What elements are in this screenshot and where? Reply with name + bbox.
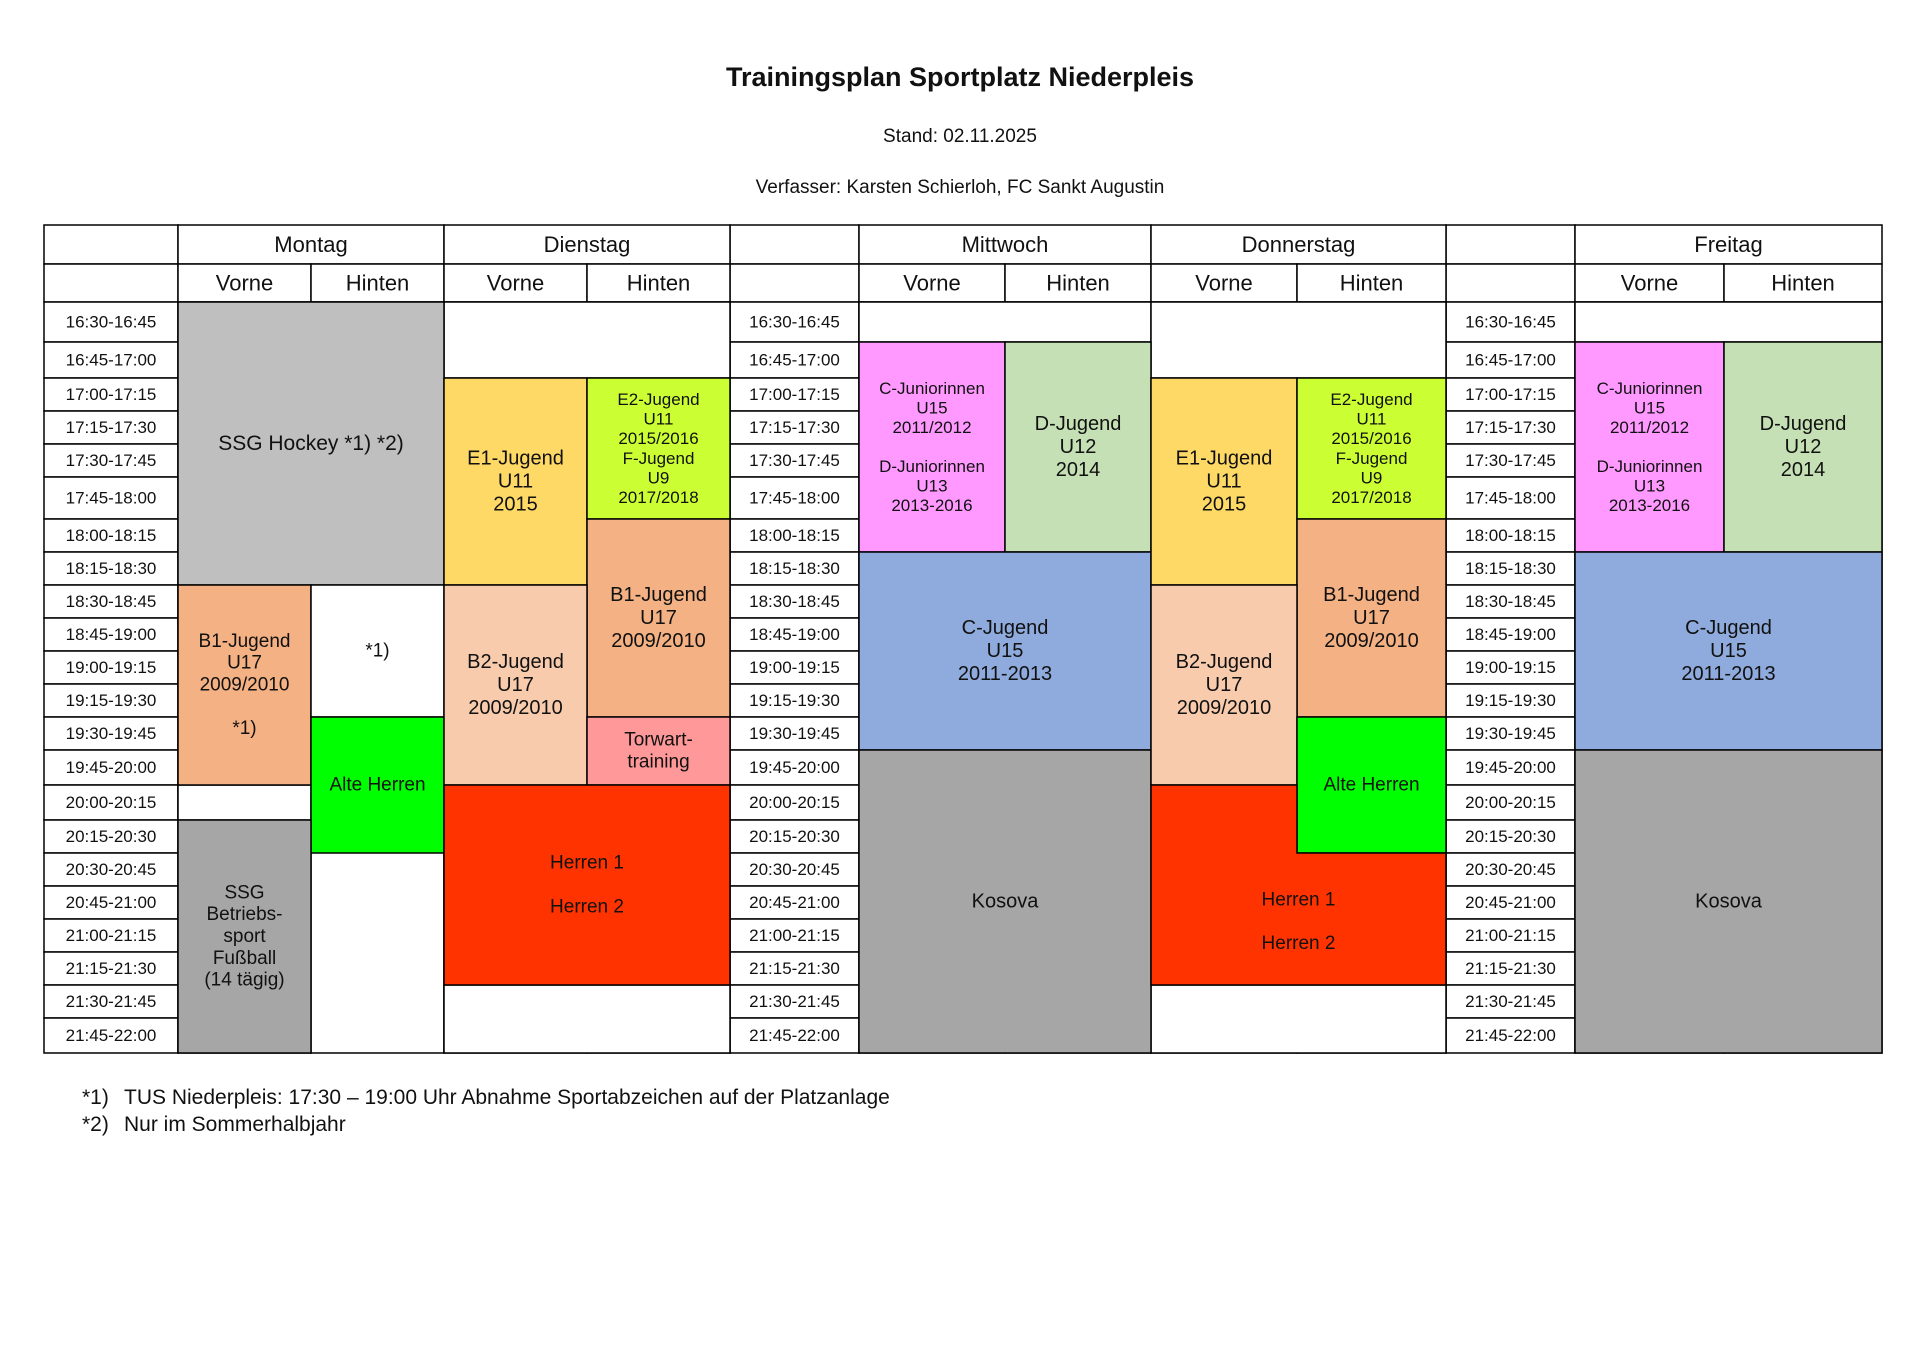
empty-slot-area [1151, 985, 1446, 1053]
training-block-label: Torwart- [624, 729, 693, 751]
time-slot-label: 19:45-20:00 [749, 758, 840, 777]
training-block-label: U15 [986, 640, 1024, 662]
day-header-mittwoch: Mittwoch [961, 232, 1049, 257]
time-slot-label: 18:30-18:45 [1465, 592, 1556, 611]
time-slot-label: 20:45-21:00 [749, 893, 840, 912]
training-block [859, 342, 1005, 552]
time-slot-label: 20:00-20:15 [65, 793, 157, 812]
time-slot-label: 18:15-18:30 [65, 559, 157, 578]
training-block-label: C-Jugend [961, 617, 1049, 639]
training-block-label: U15 [916, 398, 948, 418]
day-header-montag: Montag [274, 232, 348, 257]
footnote-2 [82, 1113, 346, 1137]
time-slot-label: 19:00-19:15 [1465, 658, 1556, 677]
field-front-label: Vorne [486, 270, 545, 296]
time-slot-label: 21:30-21:45 [1465, 992, 1556, 1011]
day-header-freitag: Freitag [1694, 232, 1763, 257]
training-block-label: 2011/2012 [892, 417, 972, 437]
field-front-label: Vorne [1195, 270, 1253, 296]
time-slot-label: 17:45-18:00 [65, 488, 157, 508]
field-back-label: Hinten [1046, 270, 1110, 296]
header-blank-cell [730, 264, 859, 302]
training-block-label: 2011-2013 [1681, 663, 1776, 685]
training-block-label: Herren 1 [550, 852, 624, 874]
time-slot-label: 18:00-18:15 [65, 526, 157, 545]
training-block-label: SSG Hockey *1) *2) [218, 432, 404, 455]
time-slot-label: 21:00-21:15 [1465, 926, 1556, 945]
time-slot-label: 18:45-19:00 [749, 625, 840, 644]
training-block-label: C-Juniorinnen [879, 378, 985, 398]
training-block-label: D-Jugend [1759, 413, 1847, 435]
training-block-label: Fußball [212, 947, 277, 969]
training-block-label: E1-Jugend [1175, 447, 1273, 470]
time-slot-label: 20:45-21:00 [1465, 893, 1556, 912]
training-block-label: B1-Jugend [198, 630, 291, 652]
training-block-label: 2009/2010 [199, 674, 290, 696]
time-slot-label: 20:00-20:15 [749, 793, 840, 812]
training-block-label: 2013-2016 [891, 496, 973, 516]
time-slot-label: 19:15-19:30 [65, 691, 157, 710]
training-block-label: 2017/2018 [618, 487, 699, 507]
training-block-label: U11 [1206, 470, 1242, 493]
training-block-label: D-Juniorinnen [879, 457, 985, 477]
empty-slot-area [1151, 302, 1446, 378]
header-blank-cell [44, 264, 178, 302]
training-block-label: U17 [1205, 674, 1243, 696]
time-slot-label: 19:00-19:15 [749, 658, 840, 677]
training-block-label: U9 [1360, 468, 1383, 488]
training-block-label: 2015 [1201, 493, 1247, 516]
training-block-label: 2009/2010 [1176, 697, 1272, 719]
time-slot-label: 19:45-20:00 [65, 758, 157, 777]
training-block-label: U11 [643, 409, 674, 429]
field-front-label: Vorne [215, 270, 274, 296]
training-block-label: D-Juniorinnen [1596, 457, 1703, 477]
time-slot-label: 21:30-21:45 [749, 992, 840, 1011]
training-block-label: U15 [1710, 640, 1747, 662]
training-block-label: (14 tägig) [204, 969, 285, 991]
training-block-label: 2015 [493, 493, 538, 516]
time-slot-label: 20:30-20:45 [1465, 860, 1556, 879]
time-slot-label: 20:30-20:45 [65, 860, 157, 879]
training-block-label: sport [223, 926, 266, 947]
training-block-label: U13 [1633, 476, 1666, 496]
training-block-label: B1-Jugend [610, 584, 707, 606]
training-block-label: Kosova [1695, 890, 1762, 913]
time-slot-label: 16:30-16:45 [749, 312, 840, 332]
time-slot-label: 17:45-18:00 [1465, 488, 1556, 508]
training-block-label: 2009/2010 [1324, 630, 1419, 652]
training-block-label: U15 [1633, 398, 1666, 418]
training-block-label: 2014 [1780, 459, 1826, 481]
training-block-label: F-Jugend [1335, 448, 1408, 468]
training-block-label: training [627, 751, 690, 773]
field-front-label: Vorne [903, 270, 961, 296]
time-slot-label: 17:15-17:30 [749, 418, 840, 437]
time-slot-label: 18:45-19:00 [65, 625, 157, 644]
day-header-donnerstag: Donnerstag [1241, 232, 1356, 257]
stand-date: Stand: 02.11.2025 [883, 126, 1037, 147]
training-block-label: 2014 [1055, 459, 1101, 481]
time-slot-label: 21:00-21:15 [65, 926, 157, 945]
training-block-label: Betriebs- [206, 904, 283, 926]
time-slot-label: 17:00-17:15 [749, 385, 840, 404]
time-slot-label: 18:15-18:30 [1465, 559, 1556, 578]
training-block-label: *1) [365, 640, 390, 662]
time-slot-label: 19:00-19:15 [65, 658, 157, 677]
training-block-label: Alte Herren [329, 774, 426, 796]
training-block-label: 2009/2010 [611, 630, 706, 652]
time-slot-label: 20:45-21:00 [65, 893, 157, 912]
training-block-label: F-Jugend [622, 448, 695, 468]
training-block-label: U17 [227, 652, 262, 674]
training-block-label: C-Juniorinnen [1596, 378, 1703, 398]
header-blank-cell [1446, 225, 1575, 264]
time-slot-label: 19:30-19:45 [749, 724, 840, 743]
empty-slot-area [444, 985, 730, 1053]
training-block-label: U17 [497, 674, 534, 696]
training-block-label: B2-Jugend [1175, 651, 1273, 673]
time-slot-label: 17:45-18:00 [749, 488, 840, 508]
time-slot-label: 19:15-19:30 [749, 691, 840, 710]
time-slot-label: 16:30-16:45 [1465, 312, 1556, 332]
training-block-label: Herren 2 [1261, 933, 1336, 955]
time-slot-label: 21:45-22:00 [65, 1026, 157, 1045]
time-slot-label: 20:30-20:45 [749, 860, 840, 879]
time-slot-label: 18:00-18:15 [749, 526, 840, 545]
training-block-label: U12 [1059, 436, 1097, 458]
training-block-label: U11 [497, 470, 534, 493]
training-block [1575, 342, 1724, 552]
time-slot-label: 20:00-20:15 [1465, 793, 1556, 812]
time-slot-label: 16:45-17:00 [749, 350, 840, 370]
training-block-label: E2-Jugend [617, 390, 700, 410]
training-block-label: B1-Jugend [1323, 584, 1420, 606]
training-block-label: U9 [647, 468, 670, 488]
field-back-label: Hinten [345, 270, 410, 296]
time-slot-label: 17:00-17:15 [65, 385, 157, 404]
time-slot-label: 21:45-22:00 [1465, 1026, 1556, 1045]
time-slot-label: 17:30-17:45 [749, 451, 840, 470]
time-slot-label: 19:30-19:45 [1465, 724, 1556, 743]
time-slot-label: 21:15-21:30 [749, 959, 840, 978]
time-slot-label: 18:30-18:45 [65, 592, 157, 611]
time-slot-label: 19:30-19:45 [65, 724, 157, 743]
training-block-label: 2017/2018 [1331, 487, 1412, 507]
training-block-label: B2-Jugend [467, 651, 564, 673]
training-block-label: 2015/2016 [1331, 429, 1412, 449]
field-front-label: Vorne [1620, 270, 1679, 296]
training-block-label: 2013-2016 [1608, 496, 1691, 516]
training-block-label: D-Jugend [1034, 413, 1122, 435]
time-slot-label: 19:15-19:30 [1465, 691, 1556, 710]
time-slot-label: 20:15-20:30 [1465, 827, 1556, 846]
training-block-label: Alte Herren [1323, 774, 1420, 796]
training-block-label: 2011-2013 [957, 663, 1053, 685]
training-block-label: U17 [1353, 607, 1390, 629]
time-slot-label: 17:15-17:30 [65, 418, 157, 437]
time-slot-label: 17:30-17:45 [1465, 451, 1556, 470]
footnote-1 [82, 1086, 890, 1110]
training-block-label: U11 [1356, 409, 1387, 429]
header-blank-cell [44, 225, 178, 264]
training-block-label: U12 [1784, 436, 1822, 458]
header-blank-cell [1446, 264, 1575, 302]
time-slot-label: 20:15-20:30 [65, 827, 157, 846]
time-slot-label: 21:15-21:30 [1465, 959, 1556, 978]
author-line: Verfasser: Karsten Schierloh, FC Sankt Augustin [755, 177, 1165, 198]
training-block-label: 2015/2016 [618, 429, 699, 449]
field-back-label: Hinten [1339, 270, 1404, 296]
footnote-mark: *2) [82, 1113, 109, 1136]
time-slot-label: 18:30-18:45 [749, 592, 840, 611]
time-slot-label: 17:15-17:30 [1465, 418, 1556, 437]
field-back-label: Hinten [1771, 270, 1835, 296]
training-block-label: Herren 1 [1261, 889, 1336, 911]
time-slot-label: 16:30-16:45 [65, 312, 157, 332]
time-slot-label: 18:00-18:15 [1465, 526, 1556, 545]
training-block-label: Kosova [971, 890, 1039, 913]
training-block-label: C-Jugend [1685, 617, 1772, 639]
empty-slot-area [1575, 302, 1882, 342]
time-slot-label: 17:00-17:15 [1465, 385, 1556, 404]
time-slot-label: 21:00-21:15 [749, 926, 840, 945]
page-title: Trainingsplan Sportplatz Niederpleis [725, 62, 1195, 92]
footnote-text: TUS Niederpleis: 17:30 – 19:00 Uhr Abnahme Sportabzeichen auf der Platzanlage [124, 1086, 890, 1109]
time-slot-label: 20:15-20:30 [749, 827, 840, 846]
training-block-label: 2011/2012 [1609, 417, 1690, 437]
time-slot-label: 18:45-19:00 [1465, 625, 1556, 644]
time-slot-label: 16:45-17:00 [65, 350, 157, 370]
time-slot-label: 16:45-17:00 [1465, 350, 1556, 370]
time-slot-label: 21:15-21:30 [65, 959, 157, 978]
training-block-label: U17 [640, 607, 677, 629]
time-slot-label: 21:45-22:00 [749, 1026, 840, 1045]
empty-slot-area [444, 302, 730, 378]
training-block [444, 785, 730, 985]
time-slot-label: 18:15-18:30 [749, 559, 840, 578]
training-block-label: Herren 2 [550, 896, 624, 918]
footnote-mark: *1) [82, 1086, 109, 1109]
empty-slot-area [859, 302, 1151, 342]
header-blank-cell [730, 225, 859, 264]
training-block-label: SSG [224, 882, 265, 904]
time-slot-label: 21:30-21:45 [65, 992, 157, 1011]
day-header-dienstag: Dienstag [543, 232, 631, 257]
time-slot-label: 19:45-20:00 [1465, 758, 1556, 777]
training-block-label: E2-Jugend [1330, 390, 1413, 410]
footnote-text: Nur im Sommerhalbjahr [124, 1113, 346, 1136]
training-block-label: *1) [232, 718, 257, 740]
empty-slot-area [178, 785, 311, 820]
training-block-label: 2009/2010 [468, 697, 563, 719]
training-block-label: U13 [916, 476, 948, 496]
field-back-label: Hinten [626, 270, 691, 296]
training-block-label: E1-Jugend [467, 447, 564, 470]
time-slot-label: 17:30-17:45 [65, 451, 157, 470]
